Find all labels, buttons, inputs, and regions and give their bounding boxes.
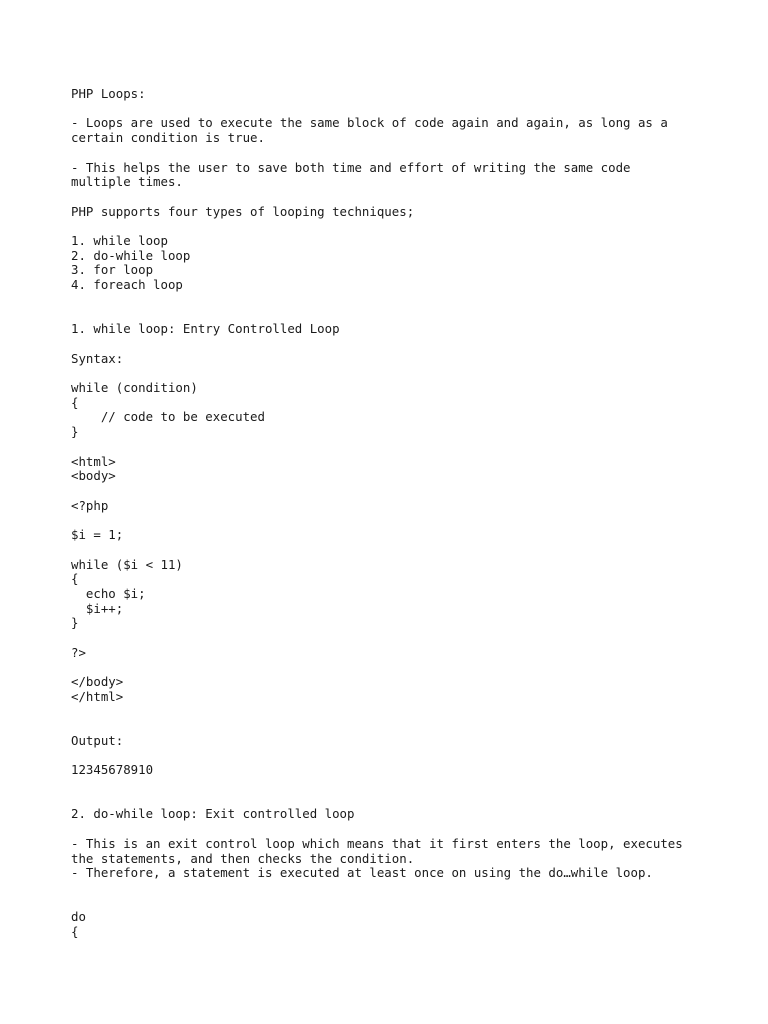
document-text bbox=[71, 87, 731, 940]
document-line: certain condition is true. bbox=[71, 130, 265, 146]
document-line: 12345678910 bbox=[71, 762, 154, 778]
document-line: multiple times. bbox=[71, 174, 183, 190]
document-line: PHP Loops: bbox=[71, 86, 146, 101]
document-line: 1. while loop: Entry Controlled Loop bbox=[71, 321, 340, 337]
document-line: - Loops are used to execute the same block of code again and again, as long as a bbox=[71, 115, 668, 131]
document-line: do bbox=[71, 909, 86, 925]
document-line: Syntax: bbox=[71, 350, 124, 366]
document-line: $i++; bbox=[71, 600, 124, 616]
document-line: <body> bbox=[71, 468, 116, 484]
document-line: { bbox=[71, 571, 79, 587]
document-line: </html> bbox=[71, 688, 124, 704]
document-line: echo $i; bbox=[71, 585, 146, 601]
document-page bbox=[71, 87, 731, 940]
document-line: { bbox=[71, 394, 79, 410]
document-line: <html> bbox=[71, 453, 116, 469]
document-line: </body> bbox=[71, 674, 124, 690]
document-line: 2. do-while loop bbox=[71, 247, 191, 263]
document-line: } bbox=[71, 424, 79, 440]
document-line: } bbox=[71, 615, 79, 631]
document-line: 3. for loop bbox=[71, 262, 154, 278]
document-line: while (condition) bbox=[71, 380, 198, 396]
document-line: $i = 1; bbox=[71, 527, 124, 543]
document-line: Output: bbox=[71, 732, 124, 748]
document-line: - Therefore, a statement is executed at least once on using the do…while loop. bbox=[71, 865, 653, 881]
document-line: 4. foreach loop bbox=[71, 277, 183, 293]
document-line: { bbox=[71, 924, 79, 940]
document-line: PHP supports four types of looping techniques; bbox=[71, 203, 415, 219]
document-line: the statements, and then checks the condition. bbox=[71, 850, 415, 866]
document-line: <?php bbox=[71, 497, 109, 513]
document-line: while ($i < 11) bbox=[71, 556, 183, 572]
document-line: 1. while loop bbox=[71, 233, 168, 249]
document-line: // code to be executed bbox=[71, 409, 265, 425]
document-line: - This helps the user to save both time and effort of writing the same code bbox=[71, 159, 631, 175]
document-line: 2. do-while loop: Exit controlled loop bbox=[71, 806, 355, 822]
document-line: - This is an exit control loop which means that it first enters the loop, executes bbox=[71, 835, 683, 851]
document-line: ?> bbox=[71, 644, 86, 660]
